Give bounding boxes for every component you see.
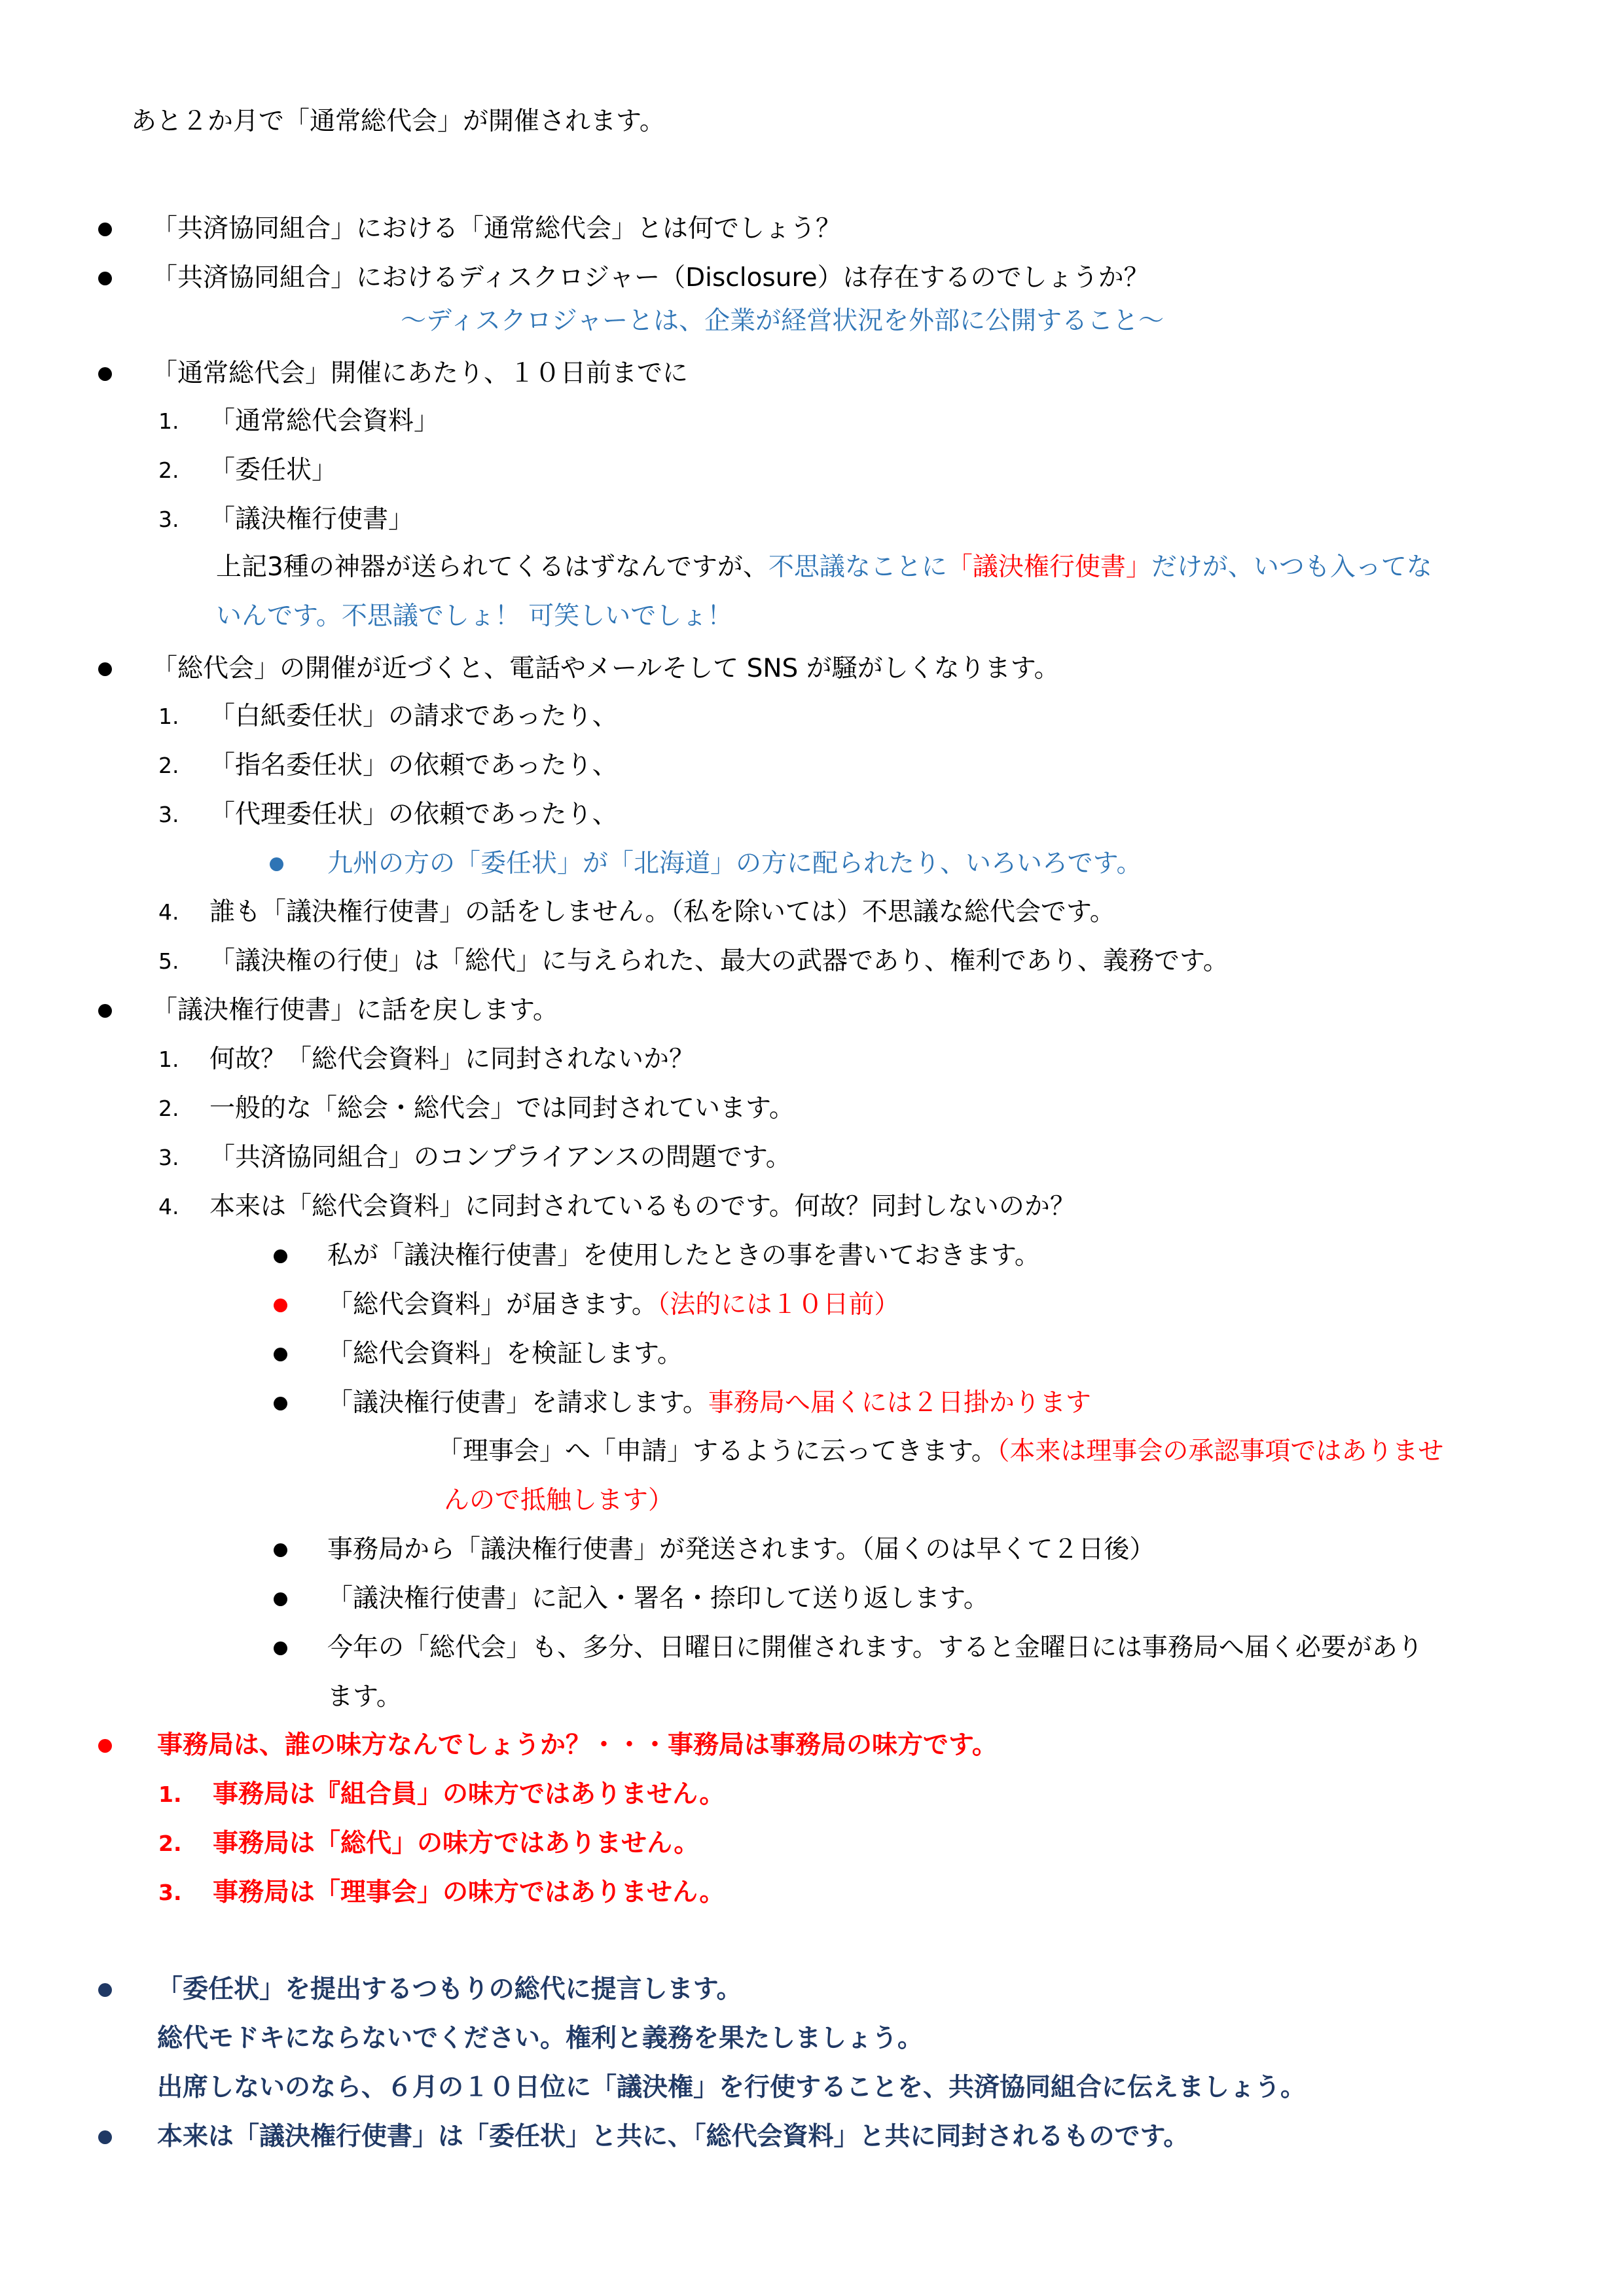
text-span-blue: だけが、いつも入ってな — [1151, 552, 1432, 582]
q5-sub-item-continued — [437, 1436, 1443, 1467]
bullet-icon — [274, 1397, 287, 1410]
q5-sub-item: 私が「議決権行使書」を使用したときの事を書いておきます。 — [327, 1241, 1040, 1270]
intro-text: あと２か月で「通常総代会」が開催されます。 — [131, 107, 665, 136]
list-number: 2. — [158, 753, 179, 778]
text-span-blue: 不思議なことに — [768, 552, 947, 582]
list-item: 「指名委任状」の依頼であったり、 — [209, 751, 618, 780]
text-span: 上記3種の神器が送られてくるはずなんですが、 — [216, 552, 768, 582]
list-number: 1. — [158, 1782, 182, 1807]
q5-sub-item — [327, 1289, 899, 1321]
list-item: 「共済協同組合」のコンプライアンスの問題です。 — [209, 1143, 791, 1172]
list-number: 3. — [158, 1880, 182, 1905]
text-span-blue: いんです。 — [216, 601, 342, 631]
bullet-icon — [274, 1249, 287, 1263]
list-item: 「代理委任状」の依頼であったり、 — [209, 800, 618, 829]
list-item: 事務局は「理事会」の味方ではありません。 — [213, 1878, 725, 1907]
list-number: 2. — [158, 457, 179, 483]
q4-sub-item: 九州の方の「委任状」が「北海道」の方に配られたり、いろいろです。 — [327, 849, 1142, 878]
bullet-icon — [274, 1592, 287, 1606]
text-span-red: （法的には１０日前） — [657, 1290, 900, 1319]
list-item: 本来は「総代会資料」に同封されているものです。何故？同封しないのか？ — [209, 1192, 1075, 1221]
text-span-red: （本来は理事会の承認事項ではありませ — [996, 1437, 1444, 1466]
bullet-icon — [98, 2130, 112, 2144]
q3-paragraph-line-2 — [216, 601, 732, 632]
list-number: 3. — [158, 1145, 179, 1170]
question-5: 「議決権行使書」に話を戻します。 — [152, 996, 558, 1025]
bullet-icon — [274, 1348, 287, 1361]
list-number: 1. — [158, 408, 179, 434]
q5-sub-item-continued: ます。 — [327, 1682, 402, 1712]
bullet-icon — [98, 662, 112, 676]
bullet-icon — [274, 1299, 287, 1312]
bullet-icon — [274, 1543, 287, 1557]
list-number: 3. — [158, 802, 179, 827]
list-item: 一般的な「総会・総代会」では同封されています。 — [209, 1094, 795, 1123]
q5-sub-item-continued: んので抵触します） — [444, 1486, 674, 1515]
q5-sub-item: 「議決権行使書」に記入・署名・捺印して送り返します。 — [327, 1584, 989, 1613]
list-item: 何故？「総代会資料」に同封されないか？ — [209, 1045, 695, 1074]
proposal-1-line-3: 出席しないのなら、６月の１０日位に「議決権」を行使することを、共済協同組合に伝えましょう。 — [157, 2073, 1307, 2102]
bullet-icon — [98, 223, 112, 236]
q3-paragraph-line-1 — [216, 552, 1432, 583]
q5-sub-item: 事務局から「議決権行使書」が発送されます。（届くのは早くて２日後） — [327, 1535, 1155, 1564]
text-span-red: 「議決権行使書」 — [947, 552, 1151, 582]
list-item: 事務局は『組合員」の味方ではありません。 — [213, 1780, 725, 1809]
question-6: 事務局は、誰の味方なんでしょうか？・・・事務局は事務局の味方です。 — [157, 1731, 998, 1760]
bullet-icon — [98, 272, 112, 285]
disclosure-note: ～ディスクロジャーとは、企業が経営状況を外部に公開すること～ — [401, 306, 1164, 336]
text-span: 「理事会」へ「申請」するように云ってきます。 — [437, 1437, 997, 1466]
list-number: 1. — [158, 704, 179, 729]
list-number: 3. — [158, 507, 179, 532]
proposal-2: 本来は「議決権行使書」は「委任状」と共に、「総代会資料」と共に同封されるものです。 — [157, 2122, 1189, 2151]
list-item: 「議決権行使書」 — [209, 505, 414, 534]
q5-sub-item: 今年の「総代会」も、多分、日曜日に開催されます。すると金曜日には事務局へ届く必要があり — [327, 1633, 1423, 1662]
bullet-icon — [270, 857, 283, 871]
proposal-1: 「委任状」を提出するつもりの総代に提言します。 — [157, 1975, 742, 2004]
proposal-1-line-2: 総代モドキにならないでください。権利と義務を果たしましょう。 — [157, 2024, 924, 2053]
list-number: 1. — [158, 1047, 179, 1072]
list-number: 2. — [158, 1096, 179, 1121]
list-item: 「白紙委任状」の請求であったり、 — [209, 702, 618, 731]
question-2: 「共済協同組合」におけるディスクロジャー（Disclosure）は存在するのでしょうか？ — [152, 263, 1149, 293]
bullet-icon — [98, 367, 112, 381]
bullet-icon — [274, 1641, 287, 1655]
question-1: 「共済協同組合」における「通常総代会」とは何でしょう？ — [152, 214, 842, 243]
list-number: 4. — [158, 899, 179, 925]
text-span-red: 事務局へ届くには２日掛かります — [708, 1388, 1091, 1418]
list-item: 「議決権の行使」は「総代」に与えられた、最大の武器であり、権利であり、義務です。 — [209, 946, 1229, 976]
q5-sub-item — [327, 1388, 1091, 1419]
list-item: 「通常総代会資料」 — [209, 406, 440, 436]
list-item: 「委任状」 — [209, 456, 338, 485]
bullet-icon — [98, 1983, 112, 1997]
list-number: 2. — [158, 1831, 182, 1856]
list-item: 誰も「議決権行使書」の話をしません。（私を除いては）不思議な総代会です。 — [209, 897, 1115, 927]
q5-sub-item: 「総代会資料」を検証します。 — [327, 1339, 683, 1369]
list-number: 5. — [158, 948, 179, 974]
text-span: 「総代会資料」が届きます。 — [327, 1290, 657, 1319]
list-number: 4. — [158, 1194, 179, 1219]
bullet-icon — [98, 1739, 112, 1753]
bullet-icon — [98, 1004, 112, 1018]
text-span-blue: 不思議でしょ！ 可笑しいでしょ！ — [341, 601, 733, 631]
question-4: 「総代会」の開催が近づくと、電話やメールそして SNS が騒がしくなります。 — [152, 654, 1060, 683]
text-span: 「議決権行使書」を請求します。 — [327, 1388, 708, 1418]
question-3: 「通常総代会」開催にあたり、１０日前までに — [152, 359, 689, 388]
list-item: 事務局は「総代」の味方ではありません。 — [213, 1829, 700, 1858]
